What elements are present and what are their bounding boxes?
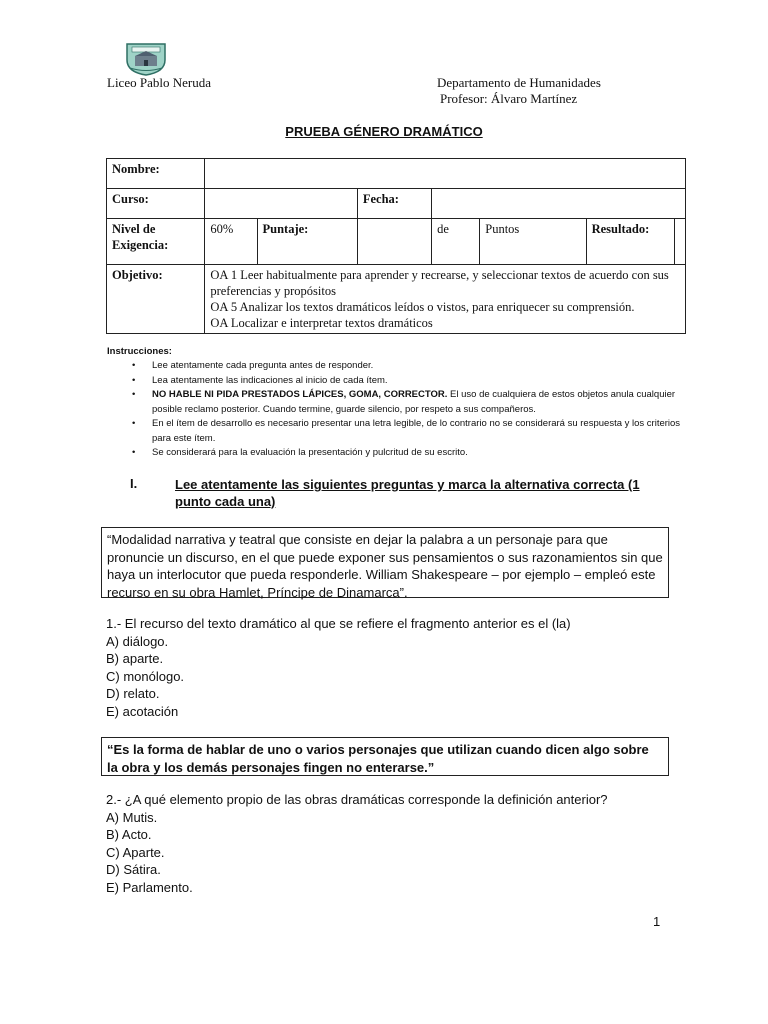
objetivo-label: Objetivo: xyxy=(107,265,205,334)
objetivo-text xyxy=(205,265,686,334)
instructions-title: Instrucciones: xyxy=(107,346,172,357)
instruction-text: En el ítem de desarrollo es necesario presentar una letra legible, de lo contrario no se considerará su respuesta y los criterios para este ítem. xyxy=(152,418,681,444)
curso-label: Curso: xyxy=(107,189,205,219)
option-a[interactable]: A) diálogo. xyxy=(106,633,169,649)
school-crest-icon xyxy=(124,40,168,76)
section-number: I. xyxy=(130,476,138,491)
instructions-list xyxy=(132,359,692,461)
instruction-text: Lee atentamente cada pregunta antes de responder. xyxy=(152,360,374,371)
bullet-icon: • xyxy=(132,374,136,386)
resultado-label: Resultado: xyxy=(586,219,674,265)
option-d[interactable]: D) Sátira. xyxy=(106,862,161,877)
option-d[interactable]: D) relato. xyxy=(106,686,160,701)
puntaje-field[interactable] xyxy=(357,219,431,265)
instruction-text: El uso de cualquiera de estos objetos anula cualquier posible reclamo posterior. Cuando termine, guarde silencio, por respeto a sus compañeros. xyxy=(152,389,676,415)
teacher-name: Profesor: Álvaro Martínez xyxy=(440,91,578,106)
school-name: Liceo Pablo Neruda xyxy=(107,75,211,90)
section-title: Lee atentamente las siguientes preguntas y marca la alternativa correcta (1 punto cada una) xyxy=(175,477,640,509)
fecha-label: Fecha: xyxy=(357,189,431,219)
quote-box-2: “Es la forma de hablar de uno o varios personajes que utilizan cuando dicen algo sobre la obra y los demás personajes fingen no enterarse.” xyxy=(101,737,669,776)
quote-box-1: “Modalidad narrativa y teatral que consiste en dejar la palabra a un personaje para que pronuncie un discurso, en el que puede exponer sus pensamientos o sus razonamientos sin que haya un interlocutor que pueda responderle. William Shakespeare – por ejemplo – empleó este recurso en su obra Hamlet, Príncipe de Dinamarca”. xyxy=(101,527,669,598)
option-b[interactable]: B) aparte. xyxy=(106,651,164,666)
option-c[interactable]: C) monólogo. xyxy=(106,668,185,684)
option-e[interactable]: E) acotación xyxy=(106,703,179,719)
question-1 xyxy=(106,615,571,720)
bullet-icon: • xyxy=(132,447,136,458)
instruction-item xyxy=(132,417,692,446)
curso-field[interactable] xyxy=(205,189,358,219)
instruction-bold-text: NO HABLE NI PIDA PRESTADOS LÁPICES, GOMA, CORRECTOR. xyxy=(152,389,448,400)
objetivo-line: OA 5 Analizar los textos dramáticos leídos o vistos, para enriquecer su comprensión. xyxy=(210,300,635,314)
objetivo-line: OA Localizar e interpretar textos dramáticos xyxy=(210,316,433,330)
bullet-icon: • xyxy=(132,389,136,400)
student-info-table xyxy=(106,158,686,334)
question-stem: 2.- ¿A qué elemento propio de las obras dramáticas corresponde la definición anterior? xyxy=(106,792,608,807)
question-stem: 1.- El recurso del texto dramático al que se refiere el fragmento anterior es el (la) xyxy=(106,616,571,631)
option-c[interactable]: C) Aparte. xyxy=(106,844,165,860)
bullet-icon: • xyxy=(132,360,136,371)
page-title: PRUEBA GÉNERO DRAMÁTICO xyxy=(285,124,483,139)
nivel-exigencia-label: Nivel de Exigencia: xyxy=(107,219,205,265)
page-number: 1 xyxy=(653,914,661,929)
puntaje-label: Puntaje: xyxy=(257,219,357,265)
objetivo-line: OA 1 Leer habitualmente para aprender y recrearse, y seleccionar textos de acuerdo con sus preferencias y propósitos xyxy=(210,268,669,298)
instruction-item xyxy=(132,446,692,461)
department-name: Departamento de Humanidades xyxy=(437,75,601,90)
option-a[interactable]: A) Mutis. xyxy=(106,809,158,825)
nombre-label: Nombre: xyxy=(107,159,205,189)
puntos-label: Puntos xyxy=(480,219,586,265)
instruction-text: Lea atentamente las indicaciones al inicio de cada ítem. xyxy=(152,374,388,386)
instruction-item xyxy=(132,388,692,417)
fecha-field[interactable] xyxy=(432,189,686,219)
instruction-text: Se considerará para la evaluación la presentación y pulcritud de su escrito. xyxy=(152,447,468,458)
nivel-exigencia-value: 60% xyxy=(205,219,257,265)
nombre-field[interactable] xyxy=(205,159,686,189)
option-e[interactable]: E) Parlamento. xyxy=(106,879,193,895)
option-b[interactable]: B) Acto. xyxy=(106,827,152,842)
de-label: de xyxy=(432,219,480,265)
instruction-item xyxy=(132,359,692,374)
question-2 xyxy=(106,791,608,896)
bullet-icon: • xyxy=(132,418,136,429)
resultado-field[interactable] xyxy=(674,219,685,265)
instruction-item xyxy=(132,374,692,389)
